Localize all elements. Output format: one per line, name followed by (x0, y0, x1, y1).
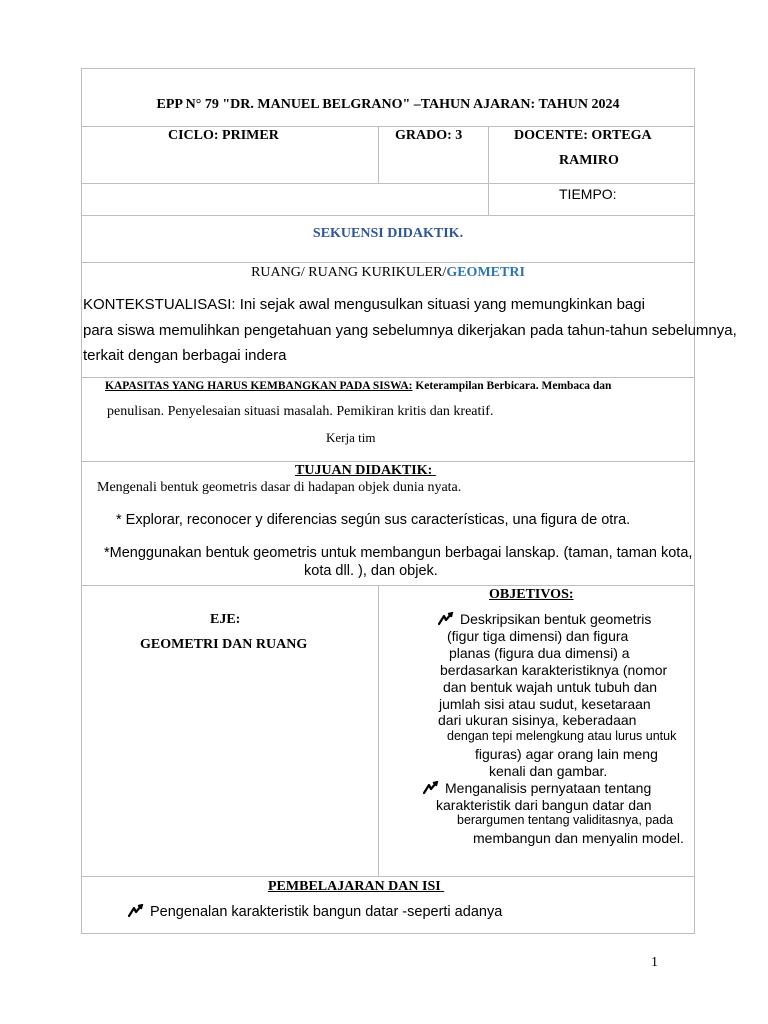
curricular-space-prefix: RUANG/ RUANG KURIKULER/ (251, 265, 447, 280)
arrow-bullet-icon (438, 612, 454, 626)
row-divider (82, 585, 694, 586)
learning-title-text: PEMBELAJARAN DAN ISI (268, 879, 441, 894)
curricular-space-highlight: GEOMETRI (446, 265, 525, 280)
goal-line: * Explorar, reconocer y diferencias según sus características, una figura de otra. (116, 512, 631, 528)
objective-text: Menganalisis pernyataan tentang (445, 780, 652, 796)
teacher-label: DOCENTE: ORTEGA (514, 128, 652, 143)
capacities-line: penulisan. Penyelesaian situasi masalah. Pemikiran kritis dan kreatif. (107, 404, 494, 419)
learning-title (268, 879, 483, 895)
cycle-label: CICLO: PRIMER (168, 128, 279, 143)
arrow-bullet-icon (423, 781, 439, 795)
row-divider (82, 215, 694, 216)
page-number: 1 (651, 955, 658, 970)
grade-label: GRADO: 3 (395, 128, 463, 143)
objective-line: berdasarkan karakteristiknya (nomor (440, 662, 668, 678)
column-divider (378, 585, 379, 876)
row-divider (82, 183, 694, 184)
column-divider (378, 126, 379, 183)
objective-line: planas (figura dua dimensi) a (449, 645, 630, 661)
school-year-heading: EPP N° 79 "DR. MANUEL BELGRANO" –TAHUN AJARAN: TAHUN 2024 (156, 97, 620, 112)
objective-line: karakteristik dari bangun datar dan (436, 797, 652, 813)
learning-item (128, 904, 502, 920)
axis-value: GEOMETRI DAN RUANG (140, 637, 308, 652)
objective-line: dari ukuran sisinya, keberadaan (438, 712, 637, 728)
goal-line: *Menggunakan bentuk geometris untuk membangun berbagai lanskap. (taman, taman kota, (104, 545, 693, 561)
teacher-name: RAMIRO (559, 153, 619, 168)
row-divider (82, 126, 694, 127)
objective-line: dengan tepi melengkung atau lurus untuk (447, 729, 677, 743)
time-label: TIEMPO: (559, 186, 617, 202)
objective-line: jumlah sisi atau sudut, kesetaraan (439, 696, 651, 712)
curricular-space (81, 265, 695, 281)
objective-line (423, 780, 651, 796)
capacities-label: KAPASITAS YANG HARUS KEMBANGKAN PADA SISWA: (105, 380, 413, 392)
objective-line: (figur tiga dimensi) dan figura (447, 628, 629, 644)
objectives-title: OBJETIVOS: (489, 587, 574, 602)
objective-text: Deskripsikan bentuk geometris (460, 611, 652, 627)
learning-item-text: Pengenalan karakteristik bangun datar -seperti adanya (150, 904, 503, 920)
objective-line: dan bentuk wajah untuk tubuh dan (443, 679, 658, 695)
arrow-bullet-icon (128, 904, 144, 918)
goal-line: Mengenali bentuk geometris dasar di hadapan objek dunia nyata. (97, 480, 462, 495)
objective-line: kenali dan gambar. (489, 763, 608, 779)
row-divider (82, 876, 694, 877)
context-line: KONTEKSTUALISASI: Ini sejak awal mengusulkan situasi yang memungkinkan bagi (83, 296, 645, 313)
context-line: para siswa memulihkan pengetahuan yang sebelumnya dikerjakan pada tahun-tahun sebelumnya, (83, 322, 737, 339)
goals-title (295, 463, 472, 479)
capacities-text: Keterampilan Berbicara. Membaca dan (412, 380, 612, 392)
row-divider (82, 377, 694, 378)
goals-title-text: TUJUAN DIDAKTIK: (295, 463, 433, 478)
objective-line (438, 611, 651, 627)
row-divider (82, 461, 694, 462)
capacities-line: Kerja tim (326, 430, 376, 445)
capacities-line (105, 380, 611, 392)
goal-line: kota dll. ), dan objek. (304, 563, 438, 579)
row-divider (82, 262, 694, 263)
column-divider (488, 126, 489, 215)
learning-title-underline (441, 879, 483, 895)
sequence-title: SEKUENSI DIDAKTIK. (312, 226, 464, 241)
goals-title-underline (432, 463, 472, 479)
axis-label: EJE: (210, 612, 241, 627)
objective-line: berargumen tentang validitasnya, pada (457, 813, 674, 827)
objective-line: membangun dan menyalin model. (473, 830, 684, 846)
objective-line: figuras) agar orang lain meng (475, 746, 658, 762)
context-line: terkait dengan berbagai indera (83, 347, 287, 364)
